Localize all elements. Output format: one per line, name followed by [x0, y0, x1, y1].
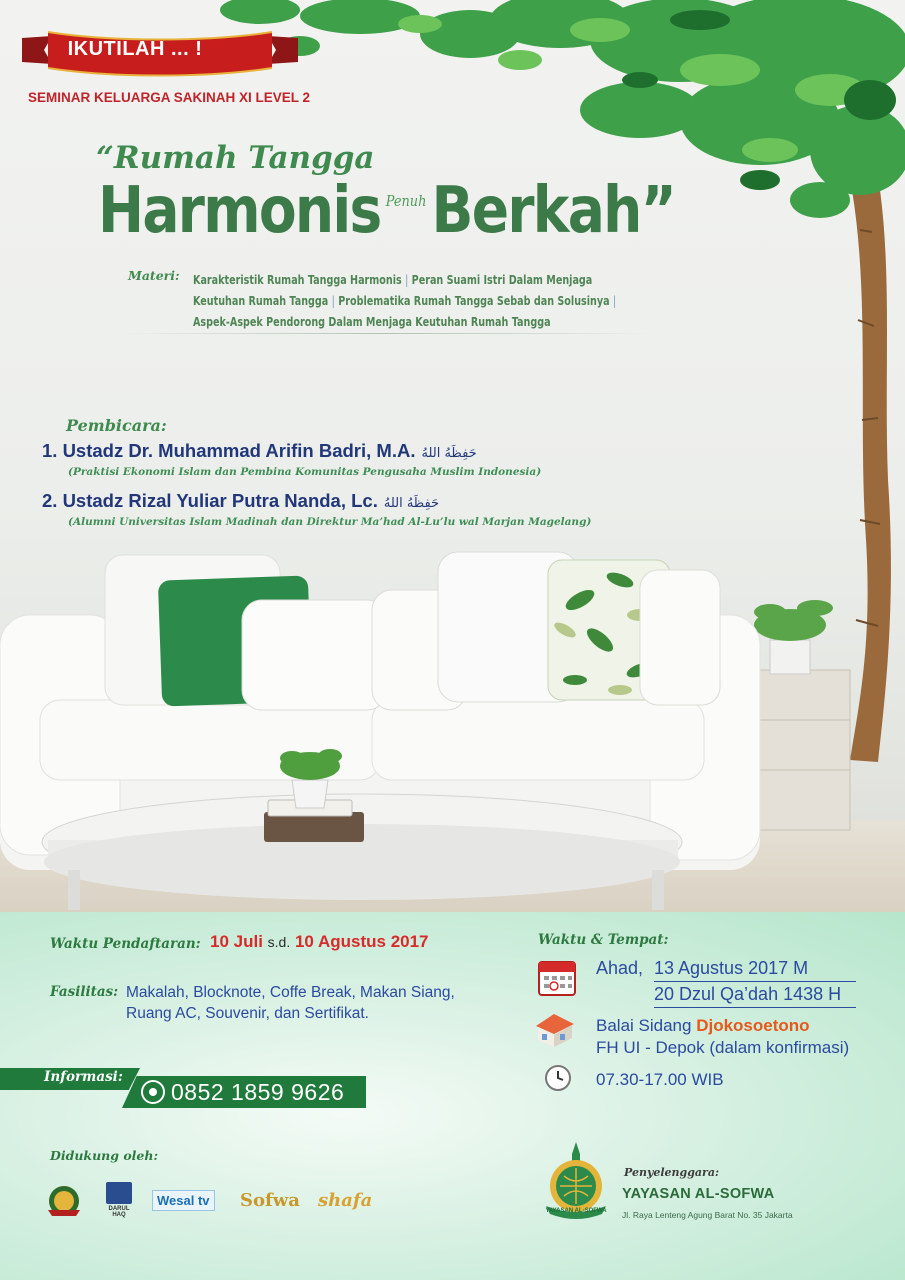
date-underline — [654, 981, 856, 982]
organizer-name: YAYASAN AL-SOFWA — [622, 1186, 775, 1202]
side-cabinet — [752, 670, 850, 830]
emblem-caption: YAYASAN AL-SOFWA — [545, 1208, 607, 1214]
house-icon — [532, 1010, 576, 1048]
date-underline — [654, 1007, 856, 1008]
event-time: 07.30-17.00 WIB — [596, 1070, 724, 1089]
speaker-2-name: 2. Ustadz Rizal Yuliar Putra Nanda, Lc. حَفِظَهُ اللهُ — [42, 490, 440, 511]
wesal-tv-logo: Wesal tv — [152, 1190, 215, 1211]
title-word-harmonis: Harmonis — [98, 174, 381, 248]
title-word-penuh: Penuh — [385, 192, 427, 210]
shafa-logo: shafa — [318, 1190, 373, 1211]
title-script: “Rumah Tangga — [96, 140, 375, 176]
registration-dates: 10 Juli s.d. 10 Agustus 2017 — [210, 932, 429, 951]
whatsapp-icon — [141, 1080, 165, 1104]
darul-haq-logo: DARUL HAQ — [102, 1182, 136, 1222]
support-logos — [44, 1178, 384, 1222]
speakers-label: Pembicara: — [66, 416, 167, 435]
info-label: Informasi: — [44, 1069, 123, 1085]
event-date-masehi: 13 Agustus 2017 M — [654, 958, 809, 978]
event-venue: Balai Sidang Djokosoetono — [596, 1016, 810, 1035]
materi-separator: | — [331, 294, 335, 308]
seminar-title: SEMINAR KELUARGA SAKINAH XI LEVEL 2 — [28, 90, 311, 105]
event-venue-line2: FH UI - Depok (dalam konfirmasi) — [596, 1038, 850, 1057]
speaker-2-desc: (Alumni Universitas Islam Madinah dan Direktur Ma’had Al-Lu’lu wal Marjan Magelang) — [68, 516, 592, 528]
event-date-hijri: 20 Dzul Qa’dah 1438 H — [654, 984, 842, 1004]
materi-item: Problematika Rumah Tangga Sebab dan Solusinya — [338, 294, 610, 308]
support-label: Didukung oleh: — [50, 1148, 159, 1163]
emblem-logo — [44, 1184, 84, 1218]
materi-item: Aspek-Aspek Pendorong Dalam Menjaga Keutuhan Rumah Tangga — [193, 315, 551, 329]
materi-separator: | — [612, 294, 617, 308]
materi-label: Materi: — [128, 268, 180, 283]
clock-icon — [544, 1064, 572, 1092]
calendar-icon — [538, 958, 576, 996]
ribbon-text: IKUTILAH ... ! — [67, 38, 203, 60]
divider — [120, 333, 650, 334]
speaker-1-name: 1. Ustadz Dr. Muhammad Arifin Badri, M.A. حَفِظَهُ اللهُ — [42, 440, 477, 461]
sofwa-logo: Sofwa — [240, 1190, 300, 1211]
materi-item: Karakteristik Rumah Tangga Harmonis — [193, 273, 402, 287]
materi-item: Keutuhan Rumah Tangga — [193, 294, 329, 308]
facilities-label: Fasilitas: — [50, 984, 119, 1000]
organizer-address: Jl. Raya Lenteng Agung Barat No. 35 Jakarta — [622, 1210, 793, 1220]
honorific: حَفِظَهُ اللهُ — [383, 496, 440, 511]
honorific: حَفِظَهُ اللهُ — [421, 446, 477, 461]
registration-label: Waktu Pendaftaran: — [50, 936, 201, 952]
phone-number[interactable]: 0852 1859 9626 — [171, 1079, 345, 1105]
title-main — [98, 174, 675, 248]
title-word-berkah: Berkah” — [431, 174, 676, 248]
materi-item: Peran Suami Istri Dalam Menjaga — [411, 273, 593, 287]
event-day: Ahad, — [596, 958, 644, 978]
tree-trunk — [850, 190, 891, 762]
organizer-label: Penyelenggara: — [624, 1166, 720, 1179]
speaker-1-desc: (Praktisi Ekonomi Islam dan Pembina Komunitas Pengusaha Muslim Indonesia) — [68, 466, 542, 478]
materi-separator: | — [405, 273, 409, 287]
facilities-text: Makalah, Blocknote, Coffe Break, Makan Siang, Ruang AC, Souvenir, dan Sertifikat. — [126, 984, 455, 1022]
materi-list — [193, 270, 616, 333]
event-label: Waktu & Tempat: — [538, 932, 669, 948]
